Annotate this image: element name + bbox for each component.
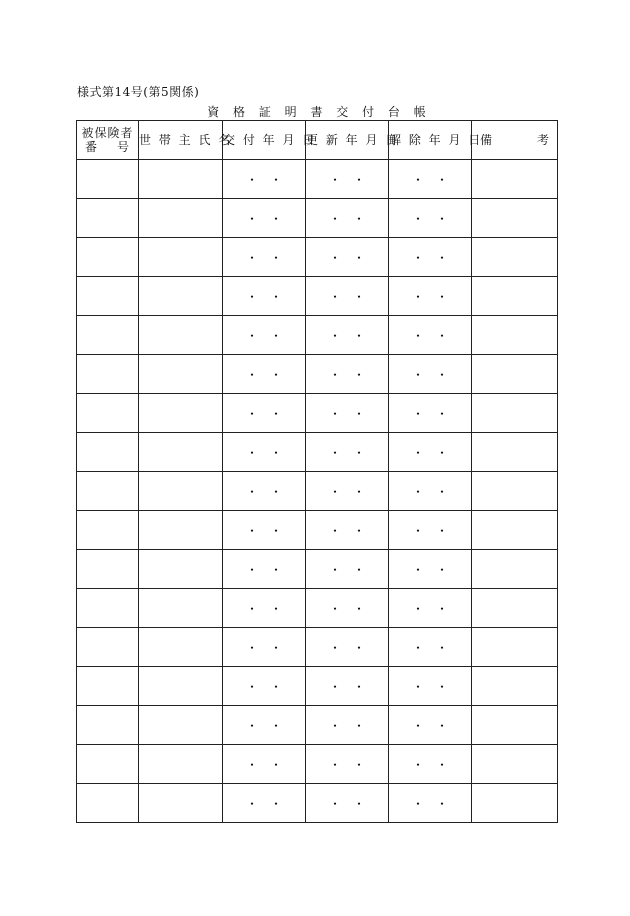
cancellation-date-cell [389, 550, 472, 589]
remarks-cell [472, 628, 558, 667]
date-placeholder: ・ ・ [245, 640, 282, 655]
date-placeholder: ・ ・ [245, 445, 282, 460]
household-head-name-cell [139, 355, 223, 394]
issue-date-cell [223, 667, 306, 706]
date-placeholder: ・ ・ [411, 211, 448, 226]
date-placeholder: ・ ・ [328, 523, 365, 538]
issue-date-cell [223, 745, 306, 784]
issue-date-cell [223, 238, 306, 277]
table-row [77, 316, 558, 355]
table-row [77, 199, 558, 238]
document-title: 資 格 証 明 書 交 付 台 帳 [207, 105, 431, 119]
remarks-cell [472, 589, 558, 628]
insured-number-cell [77, 550, 139, 589]
header-remarks-bi: 備 [480, 132, 493, 147]
date-placeholder: ・ ・ [328, 640, 365, 655]
date-placeholder: ・ ・ [328, 367, 365, 382]
issue-date-cell [223, 472, 306, 511]
renewal-date-cell [306, 628, 389, 667]
issue-date-cell [223, 784, 306, 823]
household-head-name-cell [139, 394, 223, 433]
insured-number-cell [77, 277, 139, 316]
renewal-date-cell [306, 433, 389, 472]
date-placeholder: ・ ・ [328, 601, 365, 616]
date-placeholder: ・ ・ [411, 406, 448, 421]
date-placeholder: ・ ・ [245, 679, 282, 694]
remarks-cell [472, 667, 558, 706]
household-head-name-cell [139, 511, 223, 550]
cancellation-date-cell [389, 355, 472, 394]
insured-number-cell [77, 667, 139, 706]
date-placeholder: ・ ・ [245, 367, 282, 382]
date-placeholder: ・ ・ [328, 562, 365, 577]
header-insured-number-line2 [77, 140, 138, 154]
date-placeholder: ・ ・ [328, 484, 365, 499]
household-head-name-cell [139, 784, 223, 823]
certificate-issuance-ledger-table [76, 120, 558, 823]
remarks-cell [472, 316, 558, 355]
household-head-name-cell [139, 277, 223, 316]
cancellation-date-cell [389, 511, 472, 550]
insured-number-cell [77, 628, 139, 667]
table-row [77, 628, 558, 667]
header-household-head-name: 世 帯 主 氏 名 [139, 121, 223, 160]
insured-number-cell [77, 745, 139, 784]
date-placeholder: ・ ・ [245, 484, 282, 499]
date-placeholder: ・ ・ [411, 640, 448, 655]
cancellation-date-cell [389, 589, 472, 628]
remarks-cell [472, 511, 558, 550]
remarks-cell [472, 550, 558, 589]
date-placeholder: ・ ・ [328, 328, 365, 343]
household-head-name-cell [139, 589, 223, 628]
header-row [77, 121, 558, 160]
table-row [77, 784, 558, 823]
renewal-date-cell [306, 550, 389, 589]
renewal-date-cell [306, 355, 389, 394]
issue-date-cell [223, 394, 306, 433]
remarks-cell [472, 277, 558, 316]
household-head-name-cell [139, 706, 223, 745]
date-placeholder: ・ ・ [328, 406, 365, 421]
date-placeholder: ・ ・ [328, 211, 365, 226]
cancellation-date-cell [389, 628, 472, 667]
date-placeholder: ・ ・ [328, 172, 365, 187]
table-row [77, 433, 558, 472]
issue-date-cell [223, 199, 306, 238]
date-placeholder: ・ ・ [245, 250, 282, 265]
renewal-date-cell [306, 199, 389, 238]
renewal-date-cell [306, 511, 389, 550]
cancellation-date-cell [389, 316, 472, 355]
table-row [77, 511, 558, 550]
remarks-cell [472, 784, 558, 823]
header-issue-date: 交 付 年 月 日 [223, 121, 306, 160]
remarks-cell [472, 394, 558, 433]
cancellation-date-cell [389, 667, 472, 706]
date-placeholder: ・ ・ [245, 211, 282, 226]
issue-date-cell [223, 160, 306, 199]
cancellation-date-cell [389, 433, 472, 472]
remarks-cell [472, 706, 558, 745]
renewal-date-cell [306, 784, 389, 823]
issue-date-cell [223, 277, 306, 316]
insured-number-cell [77, 706, 139, 745]
household-head-name-cell [139, 316, 223, 355]
cancellation-date-cell [389, 160, 472, 199]
household-head-name-cell [139, 667, 223, 706]
remarks-cell [472, 160, 558, 199]
date-placeholder: ・ ・ [411, 757, 448, 772]
date-placeholder: ・ ・ [328, 757, 365, 772]
insured-number-cell [77, 394, 139, 433]
date-placeholder: ・ ・ [245, 757, 282, 772]
cancellation-date-cell [389, 394, 472, 433]
header-renewal-date: 更 新 年 月 日 [306, 121, 389, 160]
ledger-body [77, 160, 558, 823]
table-row [77, 745, 558, 784]
date-placeholder: ・ ・ [328, 796, 365, 811]
table-row [77, 472, 558, 511]
table-row [77, 589, 558, 628]
remarks-cell [472, 199, 558, 238]
renewal-date-cell [306, 160, 389, 199]
date-placeholder: ・ ・ [411, 250, 448, 265]
insured-number-cell [77, 238, 139, 277]
table-row [77, 550, 558, 589]
date-placeholder: ・ ・ [411, 445, 448, 460]
form-number: 様式第14号(第5関係) [77, 85, 200, 99]
date-placeholder: ・ ・ [411, 289, 448, 304]
date-placeholder: ・ ・ [245, 523, 282, 538]
table-row [77, 277, 558, 316]
cancellation-date-cell [389, 472, 472, 511]
date-placeholder: ・ ・ [245, 796, 282, 811]
issue-date-cell [223, 433, 306, 472]
date-placeholder: ・ ・ [411, 562, 448, 577]
issue-date-cell [223, 628, 306, 667]
renewal-date-cell [306, 394, 389, 433]
insured-number-cell [77, 160, 139, 199]
insured-number-cell [77, 472, 139, 511]
date-placeholder: ・ ・ [411, 796, 448, 811]
issue-date-cell [223, 589, 306, 628]
date-placeholder: ・ ・ [328, 445, 365, 460]
table-row [77, 160, 558, 199]
renewal-date-cell [306, 238, 389, 277]
header-insured-number-ban: 番 [85, 140, 99, 154]
header-remarks [472, 121, 558, 160]
date-placeholder: ・ ・ [328, 250, 365, 265]
insured-number-cell [77, 199, 139, 238]
remarks-cell [472, 433, 558, 472]
cancellation-date-cell [389, 277, 472, 316]
header-insured-number-gou: 号 [116, 140, 130, 154]
date-placeholder: ・ ・ [411, 328, 448, 343]
date-placeholder: ・ ・ [245, 289, 282, 304]
table-row [77, 667, 558, 706]
remarks-cell [472, 238, 558, 277]
remarks-cell [472, 745, 558, 784]
renewal-date-cell [306, 589, 389, 628]
remarks-cell [472, 472, 558, 511]
date-placeholder: ・ ・ [411, 484, 448, 499]
header-insured-number [77, 121, 139, 160]
renewal-date-cell [306, 472, 389, 511]
date-placeholder: ・ ・ [245, 406, 282, 421]
table-row [77, 238, 558, 277]
household-head-name-cell [139, 160, 223, 199]
issue-date-cell [223, 550, 306, 589]
cancellation-date-cell [389, 706, 472, 745]
household-head-name-cell [139, 238, 223, 277]
renewal-date-cell [306, 706, 389, 745]
household-head-name-cell [139, 628, 223, 667]
issue-date-cell [223, 355, 306, 394]
header-insured-number-line1: 被保険者 [81, 126, 134, 140]
insured-number-cell [77, 589, 139, 628]
issue-date-cell [223, 706, 306, 745]
date-placeholder: ・ ・ [328, 289, 365, 304]
date-placeholder: ・ ・ [245, 562, 282, 577]
date-placeholder: ・ ・ [411, 367, 448, 382]
renewal-date-cell [306, 316, 389, 355]
insured-number-cell [77, 784, 139, 823]
table-row [77, 706, 558, 745]
issue-date-cell [223, 316, 306, 355]
cancellation-date-cell [389, 745, 472, 784]
date-placeholder: ・ ・ [411, 172, 448, 187]
cancellation-date-cell [389, 784, 472, 823]
insured-number-cell [77, 433, 139, 472]
renewal-date-cell [306, 667, 389, 706]
date-placeholder: ・ ・ [328, 679, 365, 694]
household-head-name-cell [139, 199, 223, 238]
insured-number-cell [77, 511, 139, 550]
table-row [77, 355, 558, 394]
renewal-date-cell [306, 277, 389, 316]
remarks-cell [472, 355, 558, 394]
date-placeholder: ・ ・ [411, 601, 448, 616]
date-placeholder: ・ ・ [411, 679, 448, 694]
date-placeholder: ・ ・ [245, 328, 282, 343]
insured-number-cell [77, 355, 139, 394]
date-placeholder: ・ ・ [411, 523, 448, 538]
household-head-name-cell [139, 745, 223, 784]
renewal-date-cell [306, 745, 389, 784]
household-head-name-cell [139, 433, 223, 472]
date-placeholder: ・ ・ [245, 718, 282, 733]
date-placeholder: ・ ・ [328, 718, 365, 733]
header-remarks-kou: 考 [536, 132, 549, 147]
table-row [77, 394, 558, 433]
date-placeholder: ・ ・ [411, 718, 448, 733]
household-head-name-cell [139, 550, 223, 589]
cancellation-date-cell [389, 199, 472, 238]
date-placeholder: ・ ・ [245, 601, 282, 616]
cancellation-date-cell [389, 238, 472, 277]
issue-date-cell [223, 511, 306, 550]
date-placeholder: ・ ・ [245, 172, 282, 187]
insured-number-cell [77, 316, 139, 355]
header-cancellation-date: 解 除 年 月 日 [389, 121, 472, 160]
household-head-name-cell [139, 472, 223, 511]
